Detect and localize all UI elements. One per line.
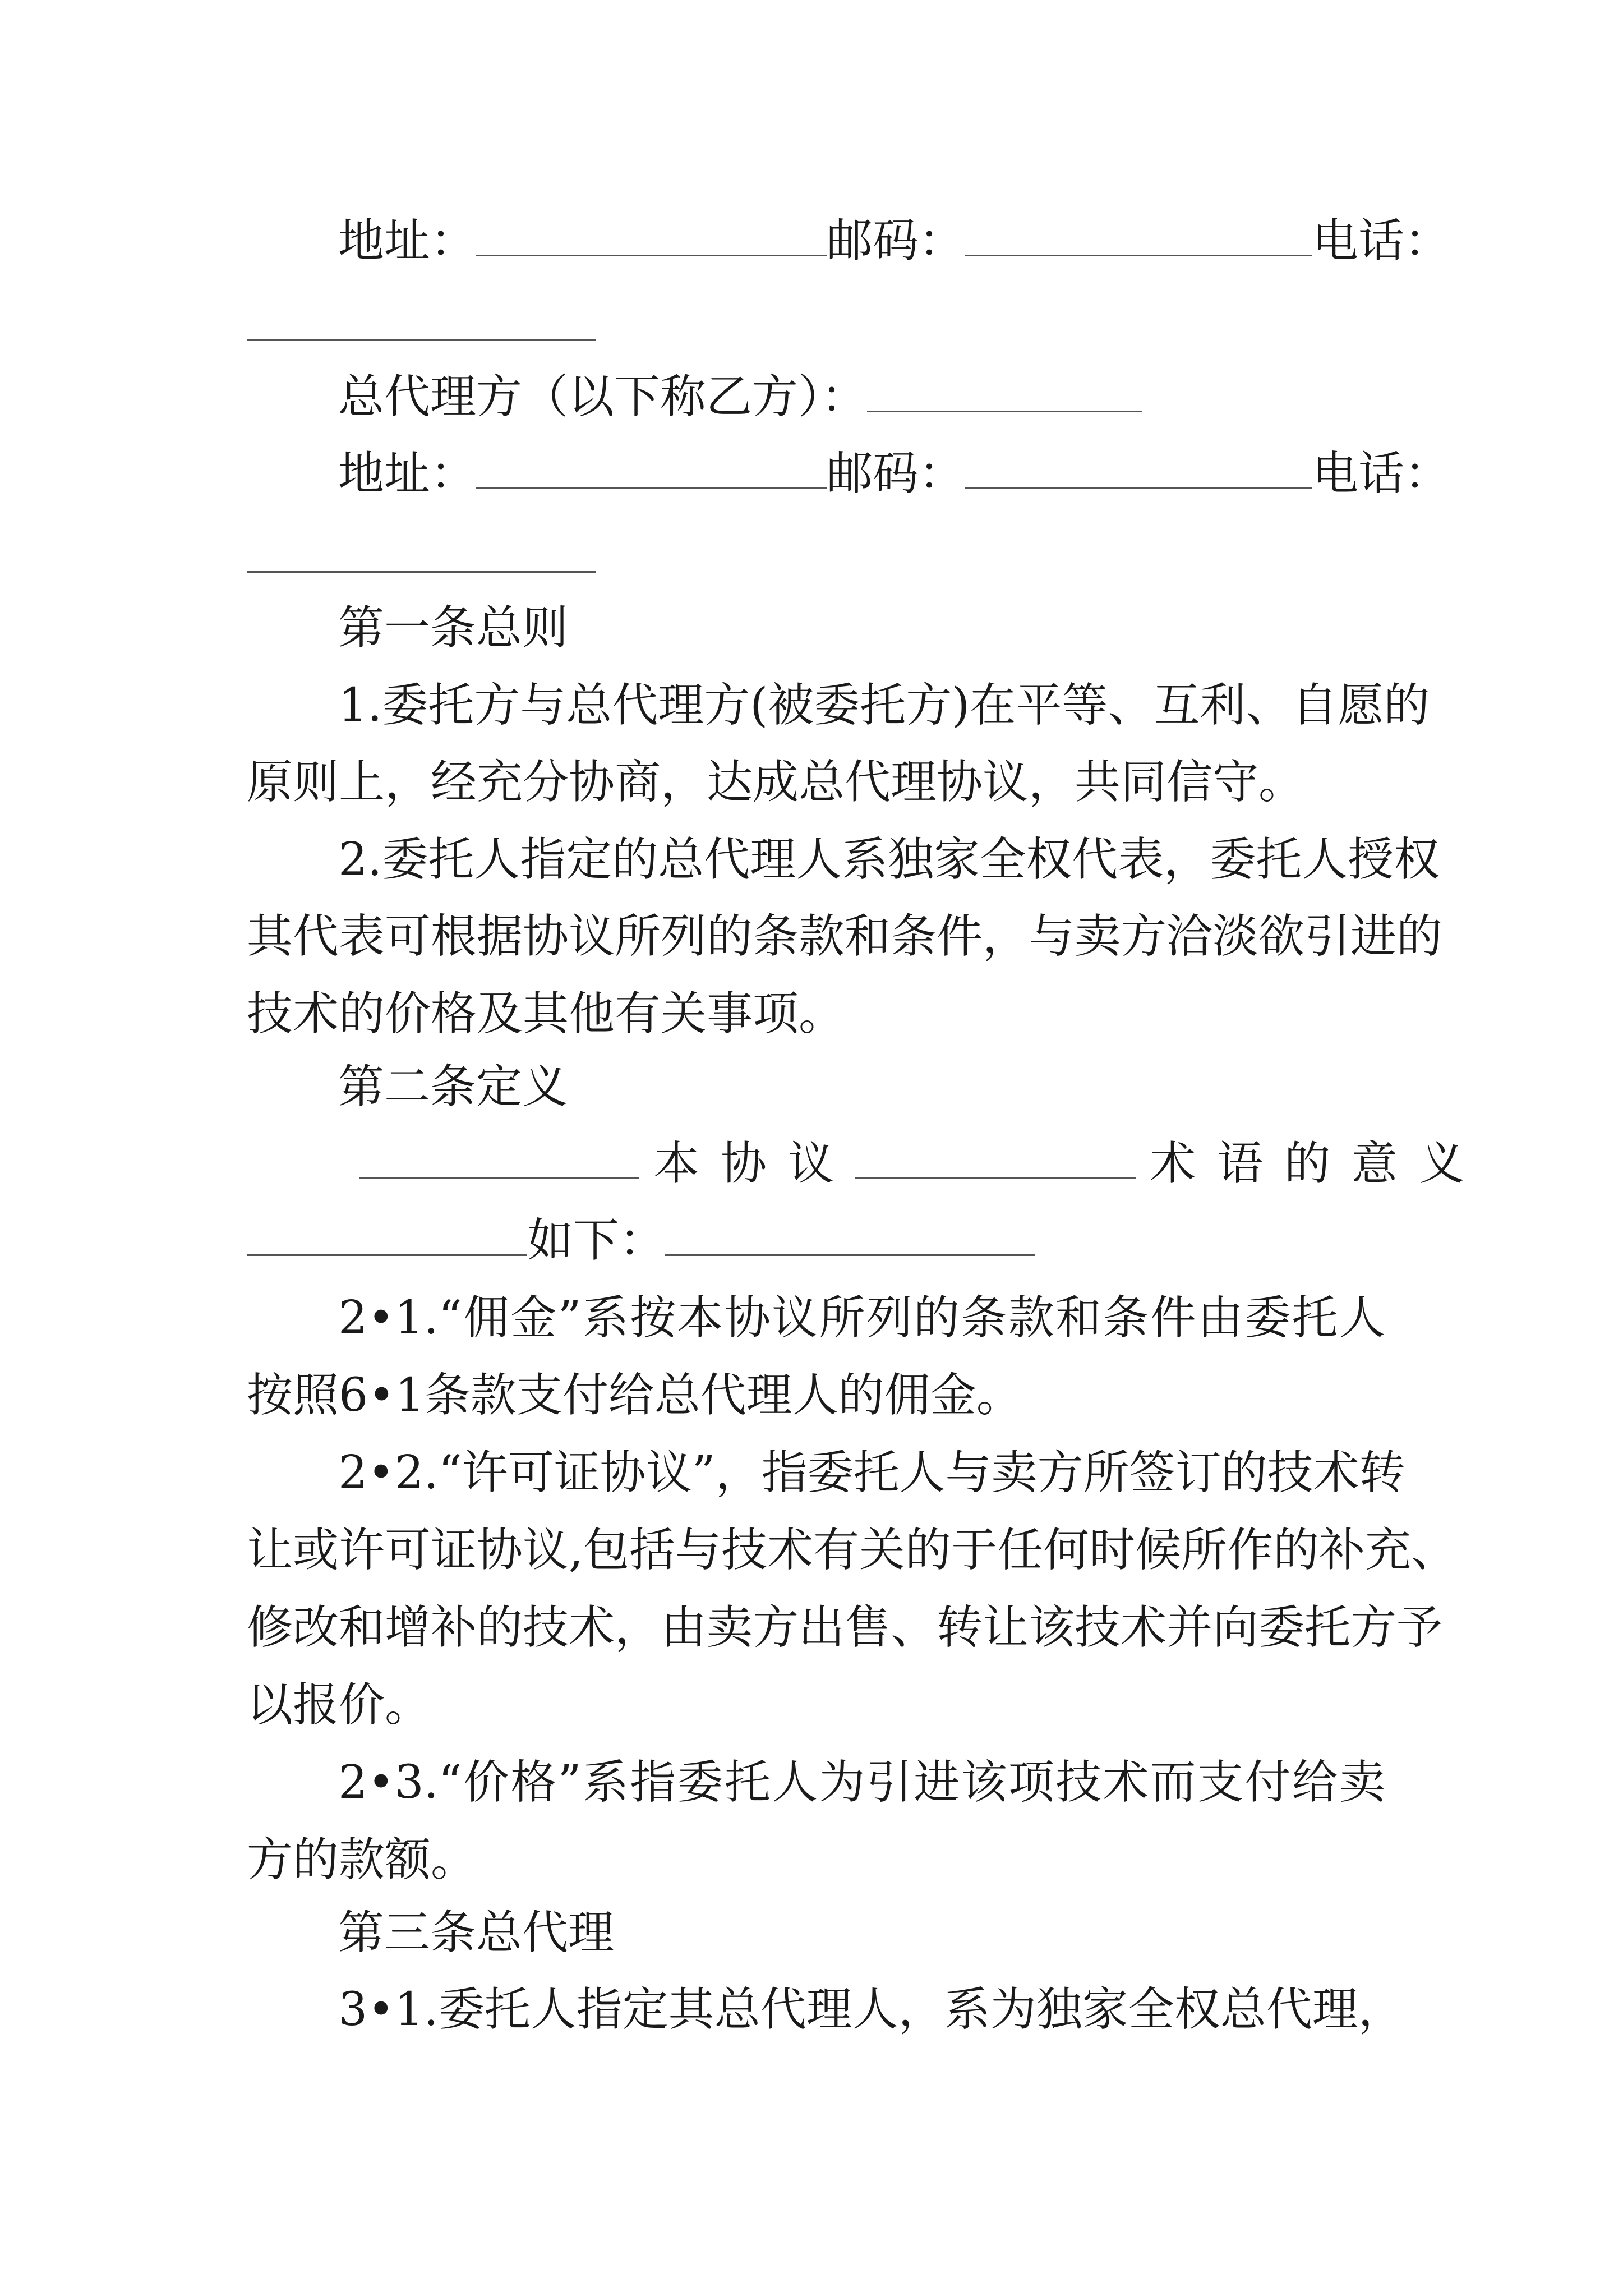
paragraph-line: 2.委托人指定的总代理人系独家全权代表，委托人授权 bbox=[338, 833, 1440, 886]
phone-blank[interactable] bbox=[247, 339, 596, 341]
paragraph-line: 2•1.“佣金”系按本协议所列的条款和条件由委托人 bbox=[338, 1291, 1385, 1345]
definition-blank[interactable] bbox=[855, 1138, 1136, 1179]
definition-intro-line bbox=[247, 1213, 1385, 1269]
address-blank[interactable] bbox=[476, 448, 827, 489]
party-b-line bbox=[338, 369, 1385, 425]
paragraph-line: 修改和增补的技术，由卖方出售、转让该技术并向委托方予 bbox=[247, 1601, 1443, 1654]
phone-label: 电话： bbox=[1312, 214, 1451, 268]
phone-blank[interactable] bbox=[247, 571, 596, 573]
definition-blank[interactable] bbox=[247, 1215, 527, 1256]
definition-word: 术语的意义 bbox=[1150, 1137, 1487, 1190]
article-2-heading: 第二条定义 bbox=[338, 1060, 569, 1114]
postcode-label: 邮码： bbox=[827, 214, 965, 268]
paragraph-line: 技术的价格及其他有关事项。 bbox=[247, 987, 845, 1041]
paragraph-line: 2•2.“许可证协议”，指委托人与卖方所签订的技术转 bbox=[338, 1446, 1405, 1499]
paragraph-line: 1.委托方与总代理方(被委托方)在平等、互利、自愿的 bbox=[338, 679, 1430, 732]
paragraph-line: 2•3.“价格”系指委托人为引进该项技术而支付给卖 bbox=[338, 1756, 1385, 1809]
definition-intro-line bbox=[247, 1136, 1487, 1192]
address-label: 地址： bbox=[338, 447, 477, 500]
paragraph-line: 让或许可证协议,包括与技术有关的于任何时候所作的补充、 bbox=[247, 1524, 1458, 1577]
paragraph-line: 其代表可根据协议所列的条款和条件，与卖方洽淡欲引进的 bbox=[247, 910, 1443, 963]
party-a-contact-line bbox=[338, 213, 1451, 269]
definition-blank[interactable] bbox=[359, 1138, 639, 1179]
definition-word: 如下： bbox=[527, 1214, 666, 1267]
paragraph-line: 按照6•1条款支付给总代理人的佣金。 bbox=[247, 1369, 1022, 1422]
postcode-label: 邮码： bbox=[827, 447, 965, 500]
party-b-contact-line bbox=[338, 446, 1451, 502]
party-b-name-blank[interactable] bbox=[867, 371, 1142, 412]
paragraph-line: 原则上，经充分协商，达成总代理协议，共同信守。 bbox=[247, 756, 1305, 809]
article-3-heading: 第三条总代理 bbox=[338, 1906, 615, 1959]
paragraph-line: 3•1.委托人指定其总代理人，系为独家全权总代理， bbox=[338, 1983, 1404, 2036]
paragraph-line: 以报价。 bbox=[247, 1678, 431, 1732]
address-blank[interactable] bbox=[476, 215, 827, 256]
address-label: 地址： bbox=[338, 214, 477, 268]
paragraph-line: 方的款额。 bbox=[247, 1833, 477, 1887]
definition-blank[interactable] bbox=[665, 1215, 1035, 1256]
postcode-blank[interactable] bbox=[965, 215, 1312, 256]
article-1-heading: 第一条总则 bbox=[338, 601, 569, 655]
definition-word: 本协议 bbox=[653, 1137, 856, 1190]
phone-label: 电话： bbox=[1312, 447, 1451, 500]
party-b-label: 总代理方（以下称乙方）： bbox=[338, 370, 868, 424]
postcode-blank[interactable] bbox=[965, 448, 1312, 489]
